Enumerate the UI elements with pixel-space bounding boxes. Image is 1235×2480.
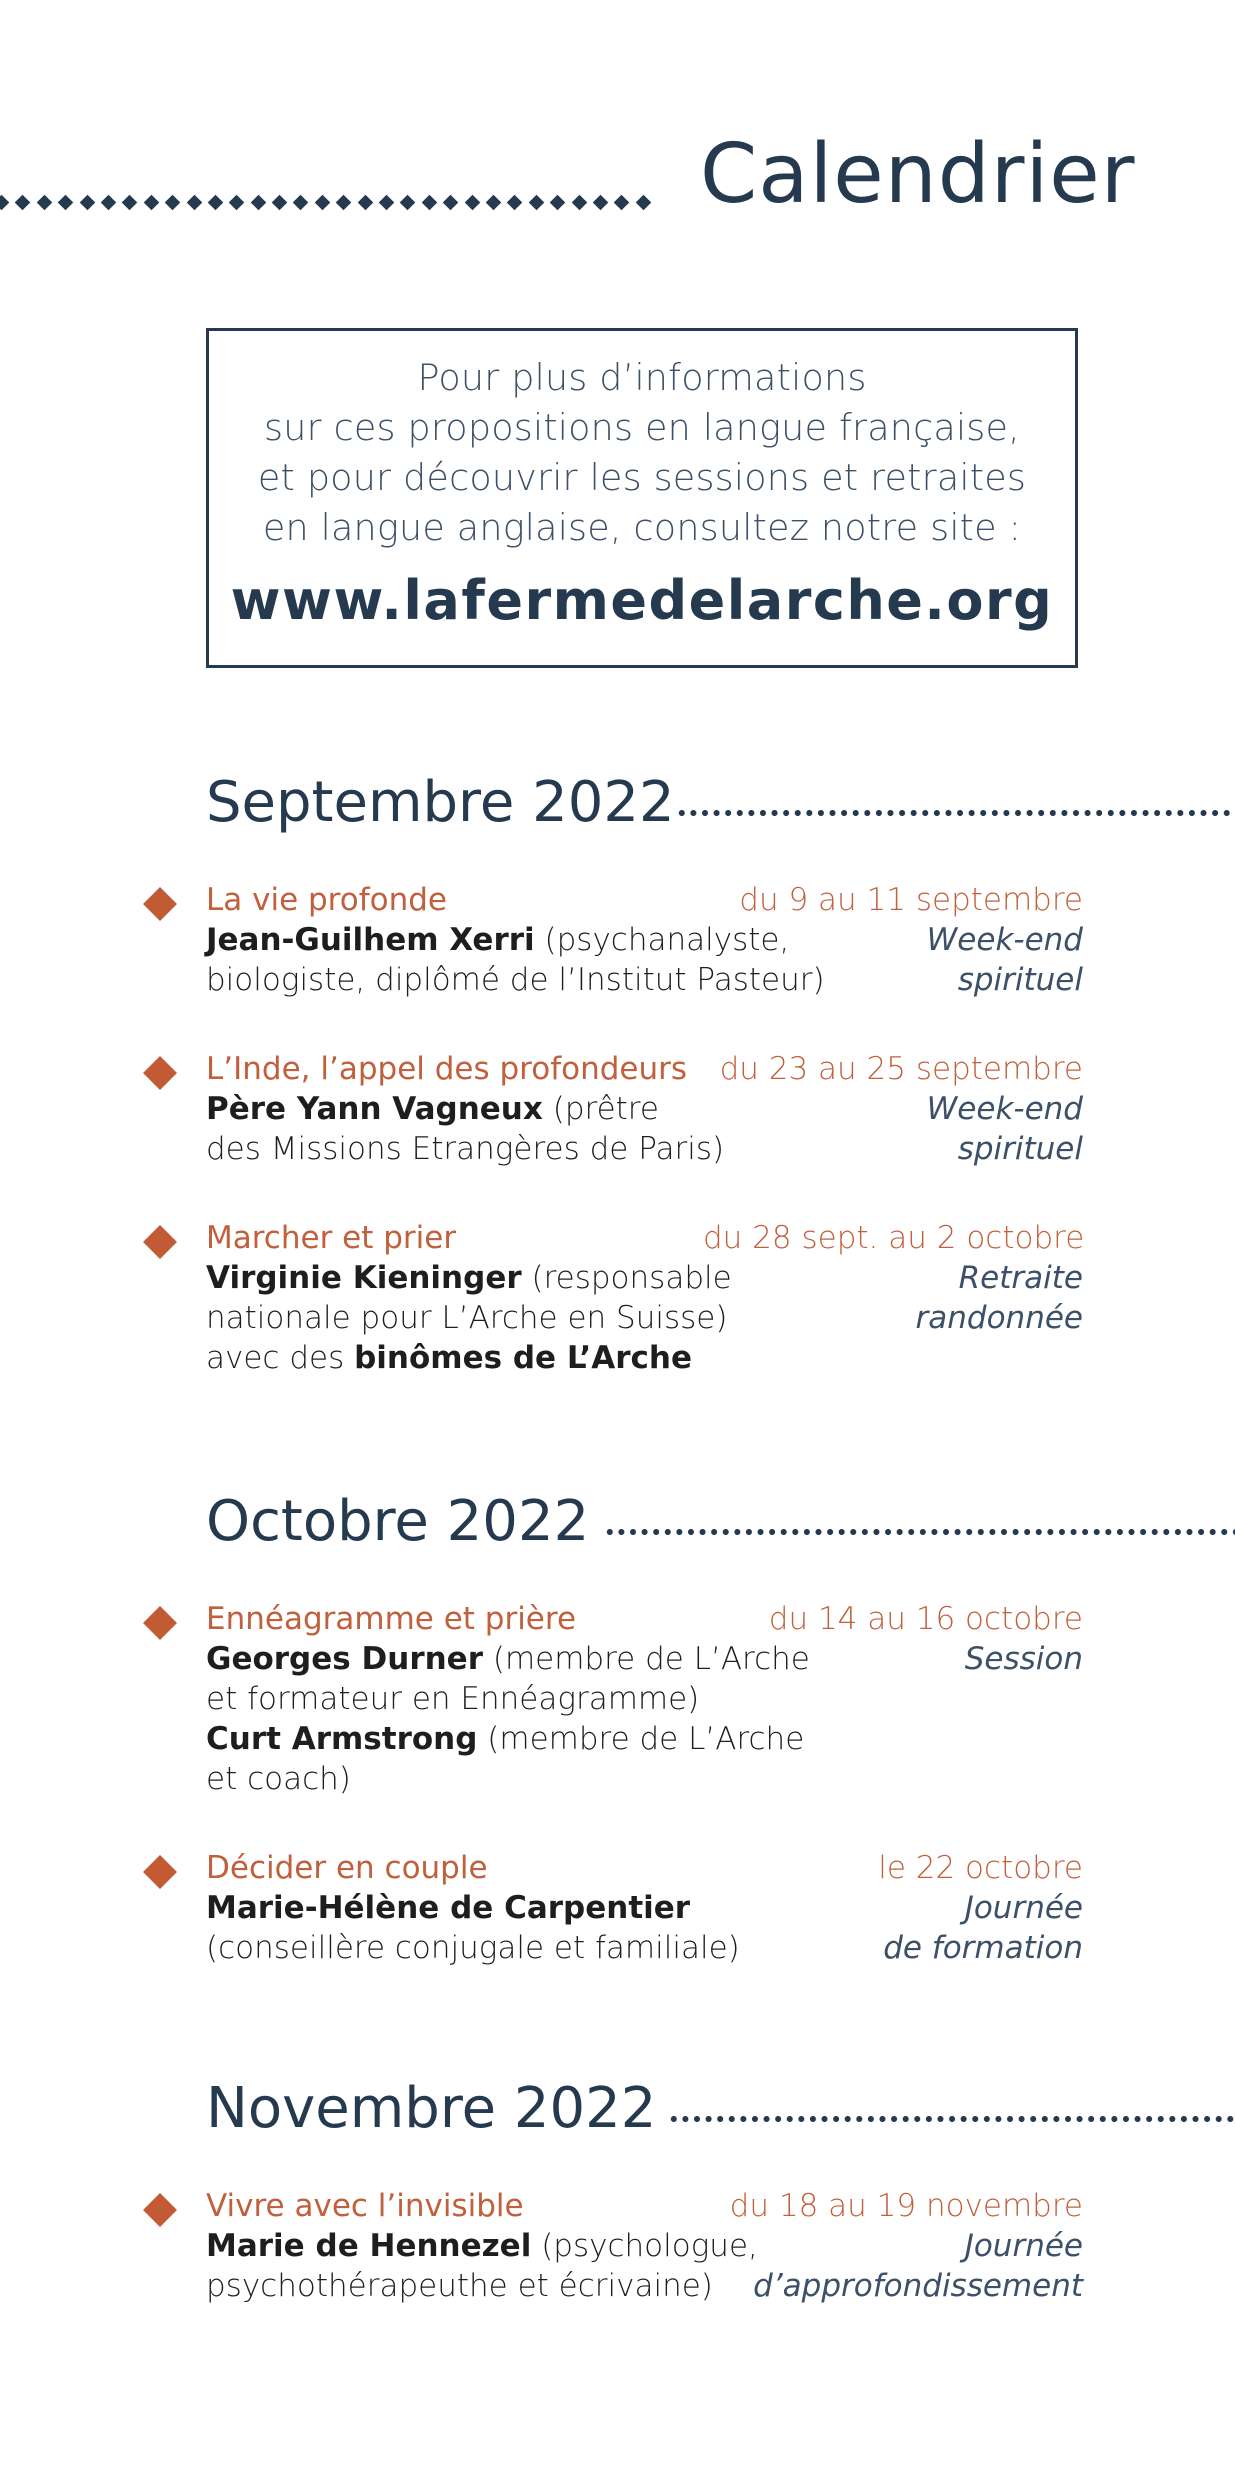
speaker-detail: (psychologue, bbox=[531, 2228, 758, 2264]
event-type-line: Journée bbox=[964, 1890, 1083, 1926]
dotted-divider bbox=[604, 1527, 1235, 1537]
speaker-detail: nationale pour L’Arche en Suisse) bbox=[206, 1300, 728, 1336]
divider-diamond-icon bbox=[122, 194, 138, 210]
month-heading-novembre bbox=[206, 2074, 1235, 2144]
diamond-bullet-icon bbox=[143, 1056, 177, 1090]
speaker-detail: et coach) bbox=[206, 1761, 351, 1797]
diamond-bullet-icon bbox=[143, 1606, 177, 1640]
event-type-line: Retraite bbox=[958, 1260, 1083, 1296]
speaker-detail: (membre de L’Arche bbox=[477, 1721, 805, 1757]
divider-diamond-icon bbox=[208, 194, 224, 210]
speaker-name: Jean-Guilhem Xerri bbox=[206, 922, 535, 958]
divider-diamond-icon bbox=[336, 194, 352, 210]
event-type bbox=[703, 1089, 1083, 1169]
event-type-line: de formation bbox=[883, 1930, 1083, 1966]
speaker-detail: (prêtre bbox=[542, 1091, 659, 1127]
event-title: La vie profonde bbox=[206, 882, 447, 918]
divider-diamond-icon bbox=[443, 194, 459, 210]
dotted-divider-left bbox=[0, 190, 666, 214]
diamond-bullet-icon bbox=[143, 1855, 177, 1889]
website-link[interactable]: www.lafermedelarche.org bbox=[230, 569, 1054, 632]
divider-diamond-icon bbox=[186, 194, 202, 210]
event-type bbox=[703, 920, 1083, 1000]
speaker-detail: et formateur en Ennéagramme) bbox=[206, 1681, 700, 1717]
event-date: le 22 octobre bbox=[878, 1850, 1083, 1886]
speaker-name: binômes de L’Arche bbox=[354, 1340, 692, 1376]
speaker-detail: (responsable bbox=[521, 1260, 732, 1296]
event-title: Ennéagramme et prière bbox=[206, 1601, 577, 1637]
speaker-detail: des Missions Etrangères de Paris) bbox=[206, 1131, 725, 1167]
divider-diamond-icon bbox=[486, 194, 502, 210]
divider-diamond-icon bbox=[79, 194, 95, 210]
info-line: et pour découvrir les sessions et retraites bbox=[257, 456, 1027, 499]
divider-diamond-icon bbox=[143, 194, 159, 210]
event-type bbox=[703, 2226, 1083, 2306]
diamond-bullet-icon bbox=[143, 2193, 177, 2227]
event-type-line: d’approfondissement bbox=[753, 2268, 1083, 2304]
event-date: du 14 au 16 octobre bbox=[768, 1601, 1083, 1637]
month-title: Octobre 2022 bbox=[206, 1489, 590, 1554]
speaker-name: Père Yann Vagneux bbox=[206, 1091, 543, 1127]
divider-diamond-icon bbox=[58, 194, 74, 210]
divider-diamond-icon bbox=[635, 194, 651, 210]
divider-diamond-icon bbox=[593, 194, 609, 210]
speaker-name: Virginie Kieninger bbox=[206, 1260, 522, 1296]
event-date: du 18 au 19 novembre bbox=[729, 2188, 1083, 2224]
event-description-line bbox=[206, 1719, 846, 1759]
month-title: Novembre 2022 bbox=[206, 2076, 657, 2141]
divider-diamond-icon bbox=[357, 194, 373, 210]
divider-diamond-icon bbox=[550, 194, 566, 210]
month-heading-octobre bbox=[206, 1487, 1235, 1557]
event-type-line: Week-end bbox=[926, 1091, 1083, 1127]
divider-diamond-icon bbox=[507, 194, 523, 210]
event-description-line bbox=[206, 1338, 846, 1378]
info-box bbox=[206, 328, 1078, 668]
divider-diamond-icon bbox=[614, 194, 630, 210]
divider-diamond-icon bbox=[400, 194, 416, 210]
event-type bbox=[703, 1258, 1083, 1338]
event-type bbox=[703, 1639, 1083, 1679]
event-type-line: Journée bbox=[964, 2228, 1083, 2264]
event-date: du 23 au 25 septembre bbox=[719, 1051, 1083, 1087]
speaker-name: Georges Durner bbox=[206, 1641, 483, 1677]
speaker-detail: avec des bbox=[206, 1340, 355, 1376]
divider-diamond-icon bbox=[293, 194, 309, 210]
event-description-line bbox=[206, 1759, 846, 1799]
event-type-line: Week-end bbox=[926, 922, 1083, 958]
event-title: Marcher et prier bbox=[206, 1220, 457, 1256]
event-description-line bbox=[206, 1679, 846, 1719]
divider-diamond-icon bbox=[379, 194, 395, 210]
diamond-bullet-icon bbox=[143, 887, 177, 921]
event-title: Vivre avec l’invisible bbox=[206, 2188, 524, 2224]
info-line: sur ces propositions en langue française, bbox=[264, 406, 1020, 449]
info-line: Pour plus d’informations bbox=[417, 356, 867, 399]
event-type-line: Session bbox=[964, 1641, 1083, 1677]
divider-diamond-icon bbox=[571, 194, 587, 210]
divider-diamond-icon bbox=[0, 194, 9, 210]
speaker-name: Curt Armstrong bbox=[206, 1721, 478, 1757]
divider-diamond-icon bbox=[422, 194, 438, 210]
event-type-line: randonnée bbox=[915, 1300, 1083, 1336]
event-type-line: spirituel bbox=[957, 962, 1083, 998]
speaker-detail: (psychanalyste, bbox=[534, 922, 790, 958]
info-line: en langue anglaise, consultez notre site : bbox=[262, 506, 1022, 549]
speaker-detail: biologiste, diplômé de l’Institut Pasteur) bbox=[206, 962, 825, 998]
speaker-detail: (conseillère conjugale et familiale) bbox=[206, 1930, 740, 1966]
page-title: Calendrier bbox=[700, 127, 1136, 222]
dotted-divider bbox=[668, 2114, 1235, 2124]
diamond-bullet-icon bbox=[143, 1225, 177, 1259]
month-title: Septembre 2022 bbox=[206, 770, 675, 835]
event-title: L’Inde, l’appel des profondeurs bbox=[206, 1051, 688, 1087]
event-date: du 9 au 11 septembre bbox=[739, 882, 1083, 918]
speaker-detail: (membre de L’Arche bbox=[483, 1641, 810, 1677]
divider-diamond-icon bbox=[37, 194, 53, 210]
event-date: du 28 sept. au 2 octobre bbox=[703, 1220, 1085, 1256]
speaker-name: Marie-Hélène de Carpentier bbox=[206, 1890, 691, 1926]
divider-diamond-icon bbox=[165, 194, 181, 210]
info-text bbox=[209, 331, 1075, 553]
divider-diamond-icon bbox=[272, 194, 288, 210]
divider-diamond-icon bbox=[528, 194, 544, 210]
divider-diamond-icon bbox=[464, 194, 480, 210]
divider-diamond-icon bbox=[101, 194, 117, 210]
divider-diamond-icon bbox=[315, 194, 331, 210]
divider-diamond-icon bbox=[250, 194, 266, 210]
event-type-line: spirituel bbox=[957, 1131, 1083, 1167]
event-type bbox=[703, 1888, 1083, 1968]
dotted-divider bbox=[676, 808, 1235, 818]
month-heading-septembre bbox=[206, 768, 1235, 838]
event-title: Décider en couple bbox=[206, 1850, 488, 1886]
divider-diamond-icon bbox=[229, 194, 245, 210]
divider-diamond-icon bbox=[15, 194, 31, 210]
speaker-detail: psychothérapeuthe et écrivaine) bbox=[206, 2268, 713, 2304]
speaker-name: Marie de Hennezel bbox=[206, 2228, 532, 2264]
